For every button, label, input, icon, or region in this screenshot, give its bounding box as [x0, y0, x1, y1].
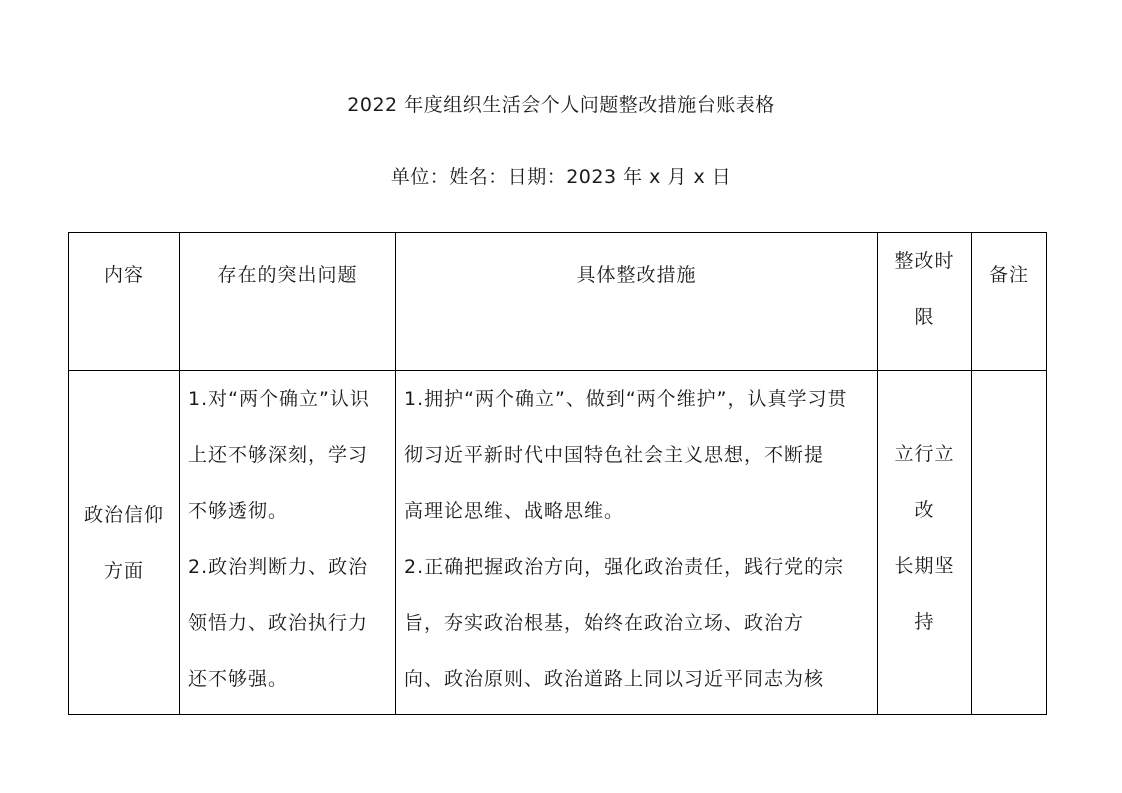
problem-line: 还不够强。 — [188, 668, 289, 690]
cell-category — [69, 371, 180, 715]
header-problem: 存在的突出问题 — [180, 233, 396, 371]
deadline-line: 改 — [914, 498, 935, 521]
document-meta-line: 单位：姓名：日期：2023 年 x 月 x 日 — [390, 166, 732, 188]
table-header-row — [69, 233, 1047, 371]
problem-line: 1.对“两个确立”认识 — [188, 388, 370, 410]
deadline-line: 持 — [914, 610, 935, 633]
deadline-line: 长期坚 — [894, 554, 955, 577]
document-title: 2022 年度组织生活会个人问题整改措施台账表格 — [347, 94, 775, 116]
measure-line: 高理论思维、战略思维。 — [404, 500, 625, 522]
table-row — [69, 371, 1047, 715]
measure-line: 向、政治原则、政治道路上同以习近平同志为核 — [404, 668, 825, 690]
header-deadline-line: 整改时 — [894, 250, 955, 272]
cell-deadline — [878, 371, 972, 715]
header-content: 内容 — [69, 233, 180, 371]
header-remarks: 备注 — [972, 233, 1047, 371]
problem-line: 上还不够深刻，学习 — [188, 444, 369, 466]
category-line: 方面 — [103, 559, 144, 582]
cell-problem — [180, 371, 396, 715]
cell-measures — [396, 371, 878, 715]
category-line: 政治信仰 — [83, 503, 164, 526]
header-measures: 具体整改措施 — [396, 233, 878, 371]
deadline-line: 立行立 — [894, 442, 955, 465]
problem-line: 不够透彻。 — [188, 500, 289, 522]
measure-line: 2.正确把握政治方向，强化政治责任，践行党的宗 — [404, 556, 845, 578]
rectification-ledger-table — [68, 232, 1047, 715]
measure-line: 1.拥护“两个确立”、做到“两个维护”，认真学习贯 — [404, 388, 848, 410]
measure-line: 旨，夯实政治根基，始终在政治立场、政治方 — [404, 612, 805, 634]
cell-remarks — [972, 371, 1047, 715]
problem-line: 领悟力、政治执行力 — [188, 612, 369, 634]
measure-line: 彻习近平新时代中国特色社会主义思想，不断提 — [404, 444, 825, 466]
header-deadline-line: 限 — [914, 306, 935, 328]
problem-line: 2.政治判断力、政治 — [188, 556, 369, 578]
header-deadline — [878, 233, 972, 371]
